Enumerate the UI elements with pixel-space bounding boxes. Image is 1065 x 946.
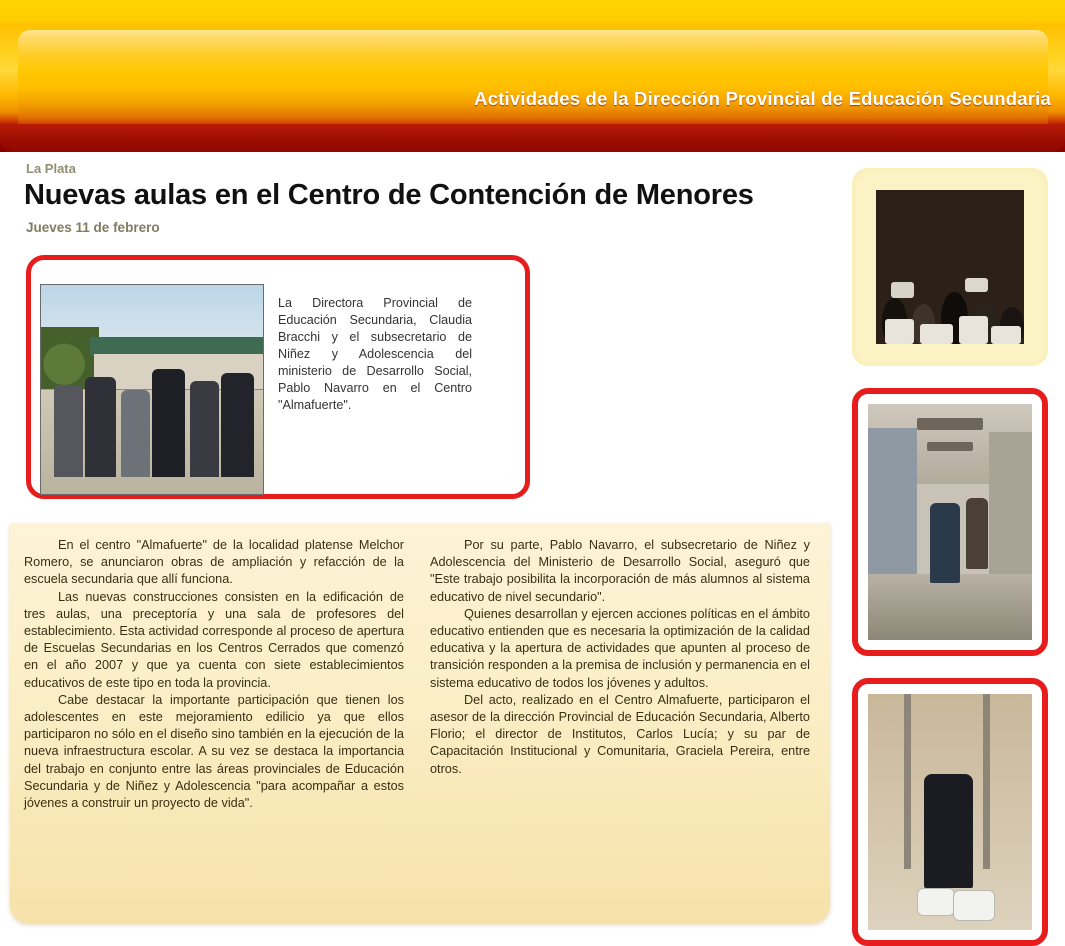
photo-person (221, 373, 254, 478)
corridor-floor (868, 574, 1032, 640)
lead-photo-block (26, 255, 534, 412)
crutch-pole (904, 694, 911, 869)
banner-gradient-panel (18, 30, 1048, 126)
school-corridor-photo (852, 388, 1048, 656)
crowd-illustration (876, 190, 1024, 344)
photo-person (190, 381, 219, 477)
paragraph: Quienes desarrollan y ejercen acciones políticas en el ámbito educativo entienden que es necesaria la optimización de la calidad educativa y la apertura de actividades que apunten al proceso de transición responden a la premisa de inclusión y permanencia en el sistema educativo de todos los jóvenes y adultos. (430, 606, 810, 690)
article-main (0, 152, 845, 931)
crutch-pole (983, 694, 990, 869)
corridor-person (930, 503, 960, 583)
corridor-lamp (917, 418, 983, 430)
lead-photo-caption: La Directora Provincial de Educación Secundaria, Claudia Bracchi y el subsecretario de Niñez y Adolescencia del ministerio de Desarrollo Social, Pablo Navarro en el Centro "Almafuerte". (278, 296, 472, 412)
banner-title: Actividades de la Dirección Provincial de Educación Secundaria (474, 88, 1051, 109)
photo-person (152, 369, 185, 478)
shoe (953, 890, 994, 920)
paragraph: Del acto, realizado en el Centro Almafuerte, participaron el asesor de la dirección Provincial de Educación Secundaria, Alberto Florio; el director de Institutos, Carlos Lucía; y su par de Capacitación Institucional y Comunitaria, Graciela Pereira, entre otros. (430, 692, 810, 776)
article-dateline: Jueves 11 de febrero (26, 220, 160, 235)
paragraph: Cabe destacar la importante participación que tienen los adolescentes en este mejoramiento edilicio ya que ellos participaron no sólo en el diseño sino también en la ejecución de la nueva infraestructura escolar. A su vez se destaca la importancia del trabajo en conjunto entre las áreas provinciales de Educación Secundaria y de Niñez y Adolescencia "para acompañar a estos jóvenes a construir un proyecto de vida". (24, 692, 404, 811)
crowd-of-students-photo (852, 168, 1048, 366)
trousers (924, 774, 973, 887)
crowd-uniform (965, 278, 989, 292)
page-banner (0, 0, 1065, 152)
paragraph: En el centro "Almafuerte" de la localidad platense Melchor Romero, se anunciaron obras de ampliación y refacción de la escuela secundaria que allí funciona. (24, 538, 404, 587)
photo-rail (852, 168, 1052, 946)
banner-red-bar (0, 124, 1065, 152)
corridor-illustration (868, 404, 1032, 640)
crowd-uniform (885, 319, 915, 344)
article-columns (10, 523, 830, 822)
paragraph: Por su parte, Pablo Navarro, el subsecretario de Niñez y Adolescencia del Ministerio de Desarrollo Social, aseguró que "Este trabajo posibilita la incorporación de más alumnos al sistema educativo de nivel secundario". (430, 538, 810, 604)
corridor-person (966, 498, 987, 569)
article-column-right (430, 537, 810, 812)
shoe (917, 888, 955, 916)
article-kicker: La Plata (26, 161, 76, 176)
photo-person (85, 377, 116, 477)
page-title: Nuevas aulas en el Centro de Contención de Menores (24, 179, 754, 211)
legs-illustration (868, 694, 1032, 930)
article-body-panel (10, 523, 830, 923)
photo-person (54, 385, 83, 477)
lead-photo-image (40, 284, 264, 495)
corridor-left-wall (868, 428, 917, 593)
corridor-lamp (927, 442, 973, 451)
crowd-uniform (959, 316, 989, 344)
corridor-right-wall (989, 432, 1032, 588)
article-column-left (24, 537, 404, 812)
student-legs-photo (852, 678, 1048, 946)
crowd-uniform (891, 282, 915, 297)
crowd-uniform (920, 324, 953, 344)
crowd-uniform (991, 326, 1021, 344)
paragraph: Las nuevas construcciones consisten en la edificación de tres aulas, una preceptoría y una sala de profesores del establecimiento. Esta actividad corresponde al proceso de apertura de Escuelas Secundarias en los Centros Cerrados que comenzó en el año 2007 y que ya cuenta con siete establecimientos educativos de este tipo en toda la provincia. (24, 589, 404, 690)
photo-person (121, 390, 150, 478)
